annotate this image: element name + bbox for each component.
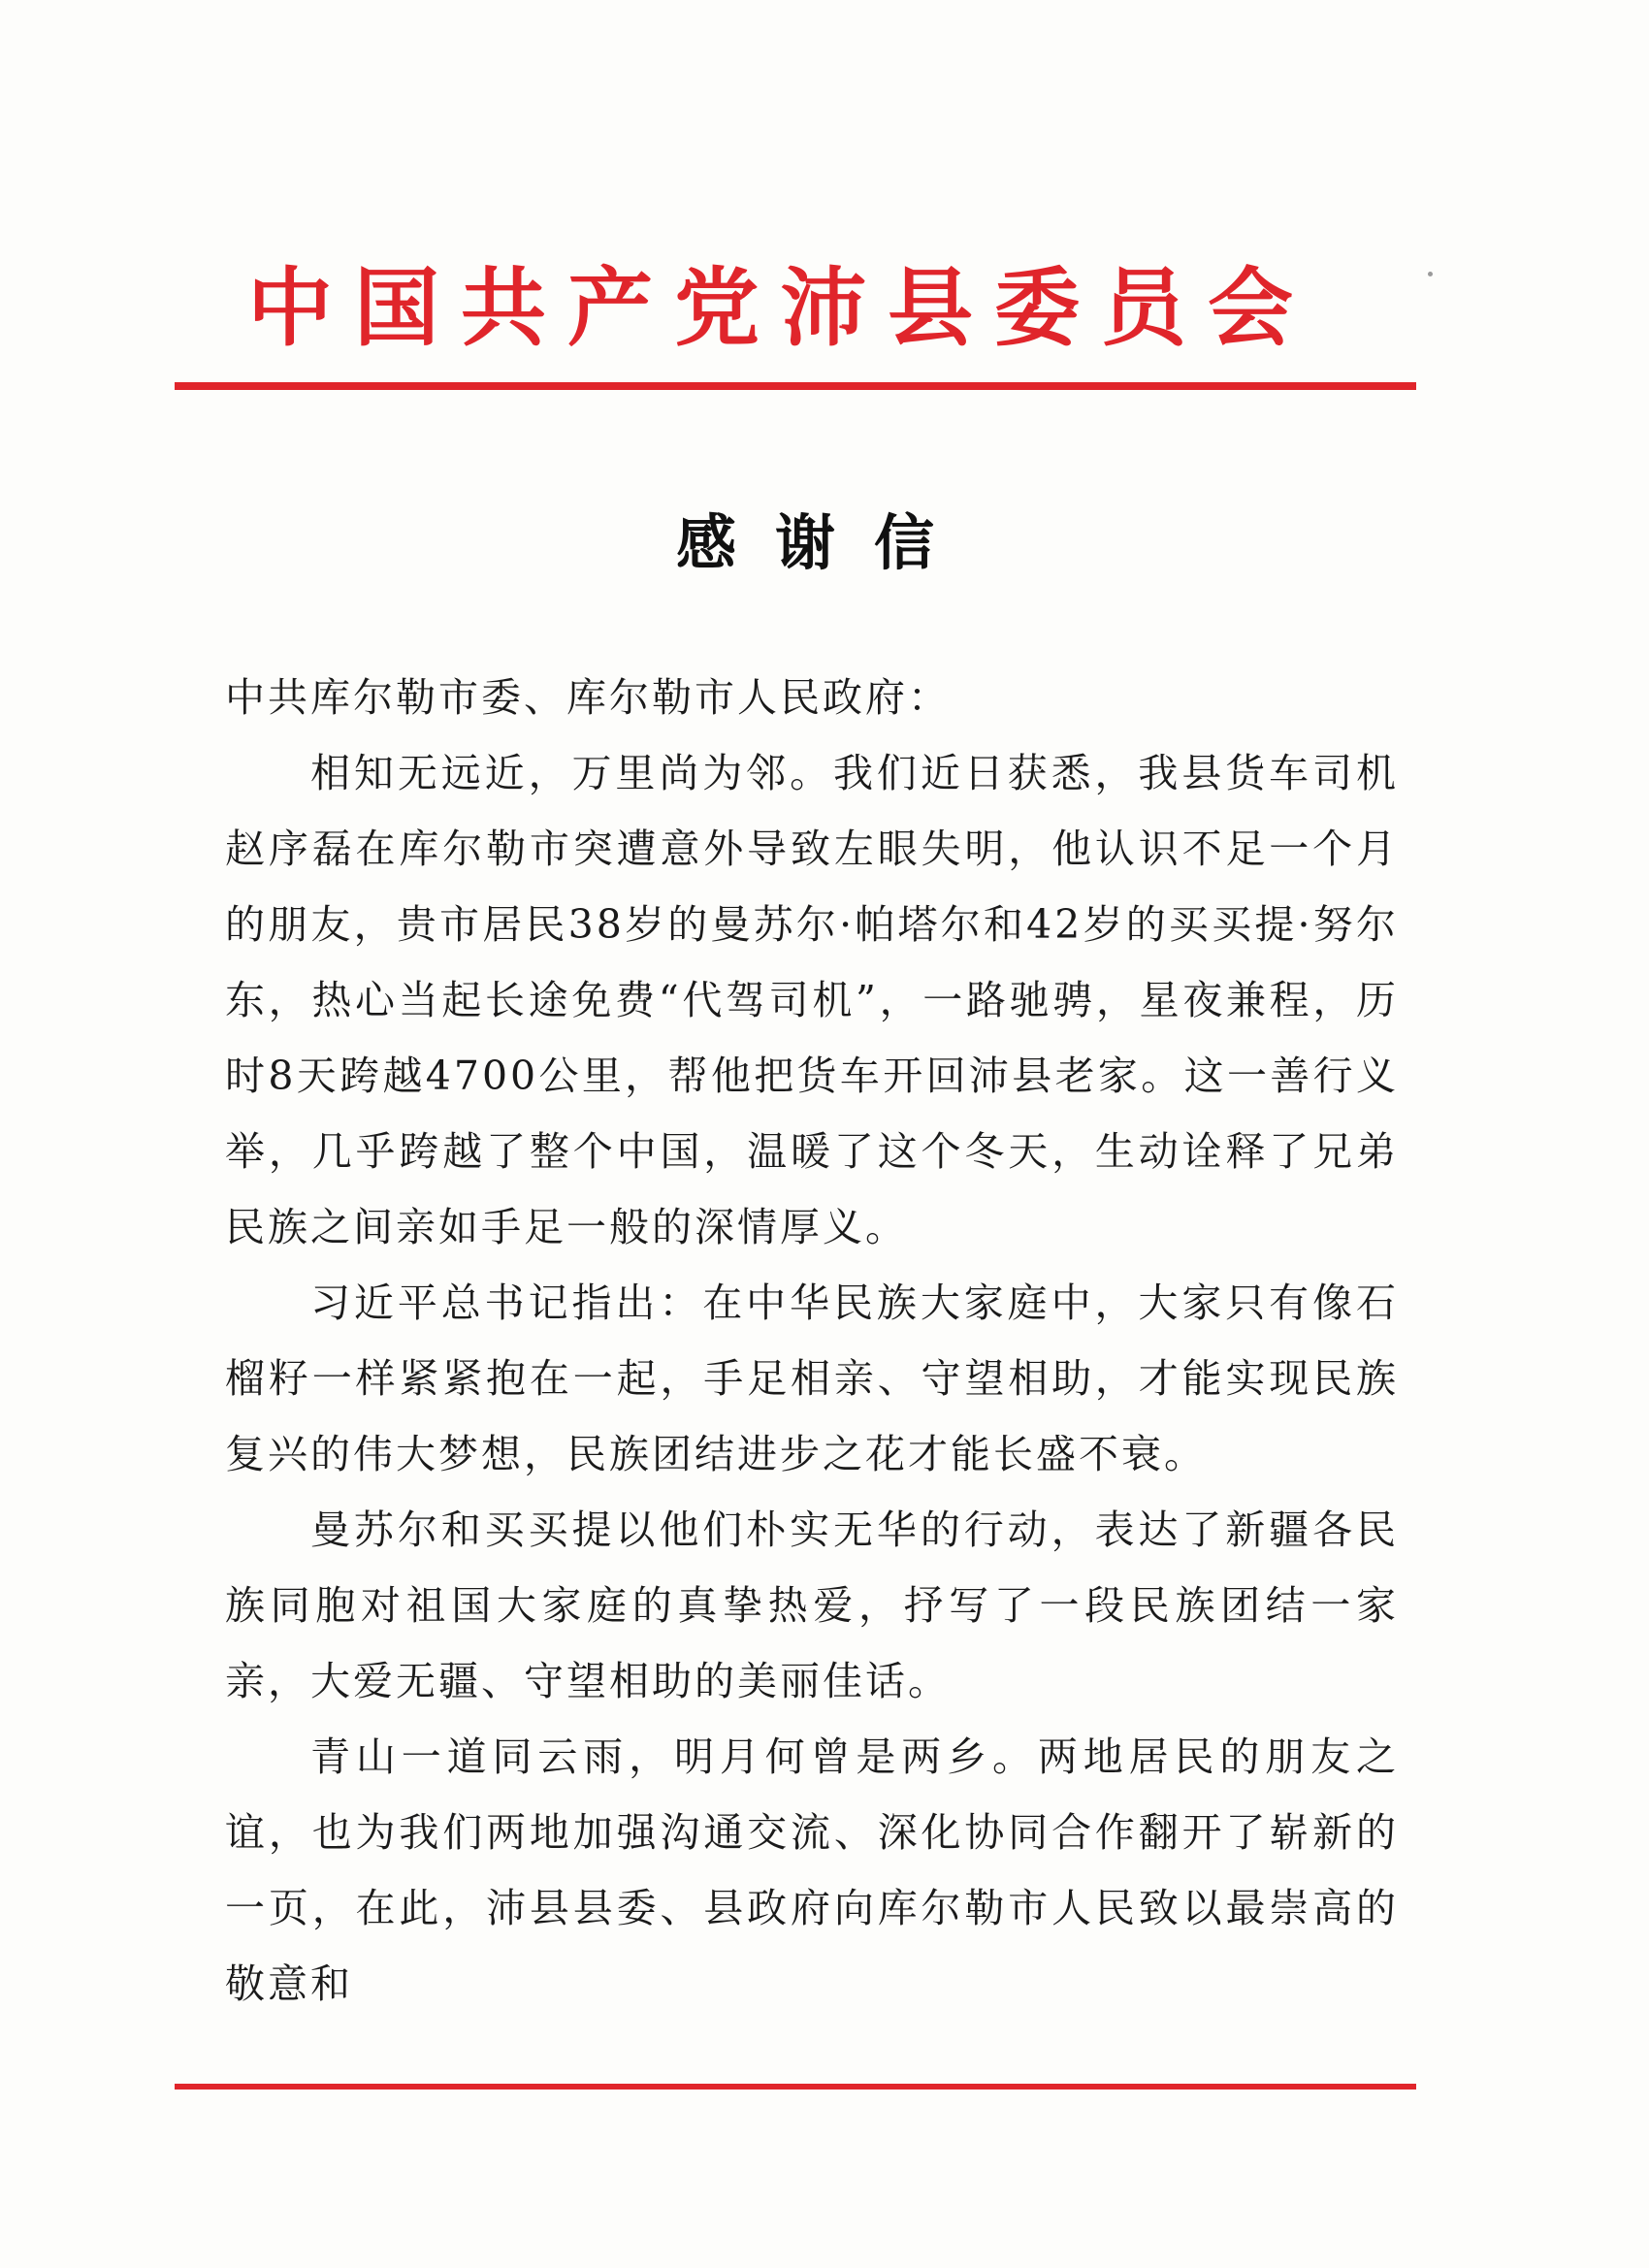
footer-red-rule — [175, 2084, 1416, 2090]
paragraph-2: 习近平总书记指出：在中华民族大家庭中，大家只有像石榴籽一样紧紧抱在一起，手足相亲、守望相助，才能实现民族复兴的伟大梦想，民族团结进步之花才能长盛不衰。 — [225, 1280, 1399, 1477]
paragraph-1: 相知无远近，万里尚为邻。我们近日获悉，我县货车司机赵序磊在库尔勒市突遭意外导致左眼失明，他认识不足一个月的朋友，贵市居民38岁的曼苏尔·帕塔尔和42岁的买买提·努尔东，热心当起长途免费“代驾司机”，一路驰骋，星夜兼程，历时8天跨越4700公里，帮他把货车开回沛县老家。这一善行义举，几乎跨越了整个中国，温暖了这个冬天，生动诠释了兄弟民族之间亲如手足一般的深情厚义。 — [225, 750, 1399, 1250]
scan-speck — [1428, 272, 1433, 276]
letter-title: 感谢信 — [675, 507, 973, 578]
paragraph-3: 曼苏尔和买买提以他们朴实无华的行动，表达了新疆各民族同胞对祖国大家庭的真挚热爱，抒写了一段民族团结一家亲，大爱无疆、守望相助的美丽佳话。 — [225, 1507, 1399, 1704]
letterhead-red-rule — [175, 382, 1416, 390]
letterhead-organization: 中国共产党沛县委员会 — [246, 257, 1314, 358]
letter-body — [225, 660, 1399, 2022]
salutation: 中共库尔勒市委、库尔勒市人民政府： — [225, 674, 951, 721]
paragraph-4: 青山一道同云雨，明月何曾是两乡。两地居民的朋友之谊，也为我们两地加强沟通交流、深化协同合作翻开了崭新的一页，在此，沛县县委、县政府向库尔勒市人民致以最崇高的敬意和 — [225, 1733, 1399, 2007]
